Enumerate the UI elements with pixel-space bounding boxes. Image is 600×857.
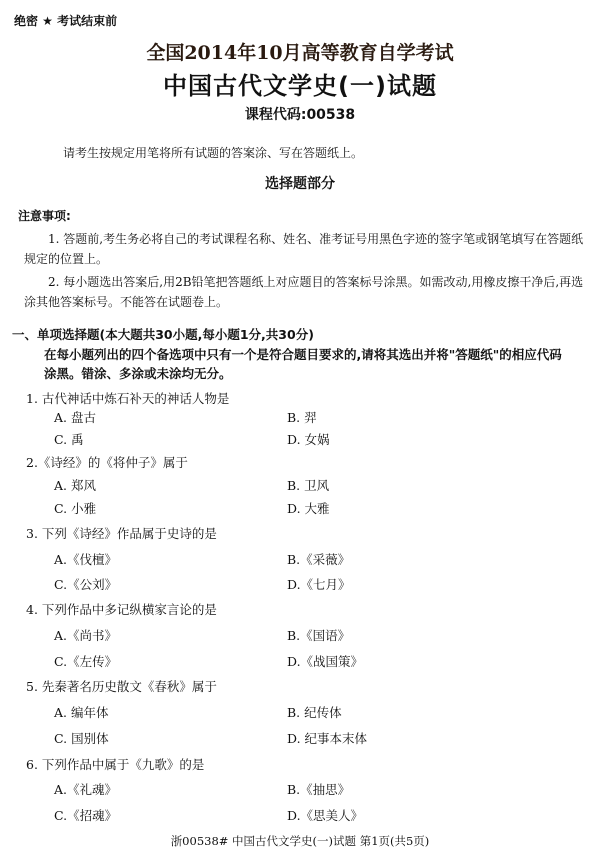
question-5-option-b: B. 纪传体 <box>287 705 342 720</box>
question-6-option-a: A.《礼魂》 <box>54 782 118 797</box>
question-6-option-b: B.《抽思》 <box>287 782 351 797</box>
question-6-option-c: C.《招魂》 <box>54 808 118 823</box>
question-4-option-a: A.《尚书》 <box>54 628 118 643</box>
notes-heading: 注意事项: <box>18 209 71 223</box>
course-code: 课程代码:00538 <box>244 107 356 123</box>
question-2-stem: 2.《诗经》的《将仲子》属于 <box>26 455 188 470</box>
question-6-stem: 6. 下列作品中属于《九歌》的是 <box>26 757 205 772</box>
question-2-option-c: C. 小雅 <box>54 501 97 516</box>
note-item-1: 1. 答题前,考生务必将自己的考试课程名称、姓名、准考证号用黑色字迹的签字笔或钢笔填写在答题纸规定的位置上。 <box>24 232 584 266</box>
exam-title: 全国2014年10月高等教育自学考试 <box>146 42 454 64</box>
question-5-option-c: C. 国别体 <box>54 731 109 746</box>
question-4-option-b: B.《国语》 <box>287 628 351 643</box>
question-1-option-c: C. 禹 <box>54 432 84 447</box>
question-1-option-d: D. 女娲 <box>287 432 330 447</box>
question-5-option-d: D. 纪事本末体 <box>287 731 368 746</box>
question-3-option-a: A.《伐檀》 <box>54 552 118 567</box>
question-3-option-c: C.《公刘》 <box>54 577 118 592</box>
question-3-stem: 3. 下列《诗经》作品属于史诗的是 <box>26 526 217 541</box>
question-5-stem: 5. 先秦著名历史散文《春秋》属于 <box>26 679 217 694</box>
question-3-option-d: D.《七月》 <box>287 577 351 592</box>
question-2-option-a: A. 郑风 <box>54 478 96 493</box>
question-2-option-d: D. 大雅 <box>287 501 330 516</box>
question-1-option-a: A. 盘古 <box>54 410 96 425</box>
question-2-option-b: B. 卫风 <box>287 478 330 493</box>
part-one-instruction: 在每小题列出的四个备选项中只有一个是符合题目要求的,请将其选出并将"答题纸"的相应代码涂黑。错涂、多涂或未涂均无分。 <box>44 347 562 381</box>
question-4-stem: 4. 下列作品中多记纵横家言论的是 <box>26 602 217 617</box>
part-one-heading: 一、单项选择题(本大题共30小题,每小题1分,共30分) <box>12 327 314 342</box>
question-3-option-b: B.《采薇》 <box>287 552 351 567</box>
question-1-stem: 1. 古代神话中炼石补天的神话人物是 <box>26 391 230 406</box>
question-4-option-c: C.《左传》 <box>54 654 118 669</box>
general-instruction: 请考生按规定用笔将所有试题的答案涂、写在答题纸上。 <box>63 146 364 160</box>
secret-label: 绝密 ★ 考试结束前 <box>14 14 118 28</box>
question-1-option-b: B. 羿 <box>287 410 317 425</box>
question-4-option-d: D.《战国策》 <box>287 654 364 669</box>
note-item-2: 2. 每小题选出答案后,用2B铅笔把答题纸上对应题目的答案标号涂黑。如需改动,用橡皮擦干净后,再选涂其他答案标号。不能答在试题卷上。 <box>24 275 584 309</box>
page-footer: 浙00538# 中国古代文学史(一)试题 第1页(共5页) <box>170 834 430 848</box>
question-6-option-d: D.《思美人》 <box>287 808 364 823</box>
question-5-option-a: A. 编年体 <box>54 705 109 720</box>
paper-title: 中国古代文学史(一)试题 <box>163 72 437 100</box>
section-title: 选择题部分 <box>265 176 335 192</box>
